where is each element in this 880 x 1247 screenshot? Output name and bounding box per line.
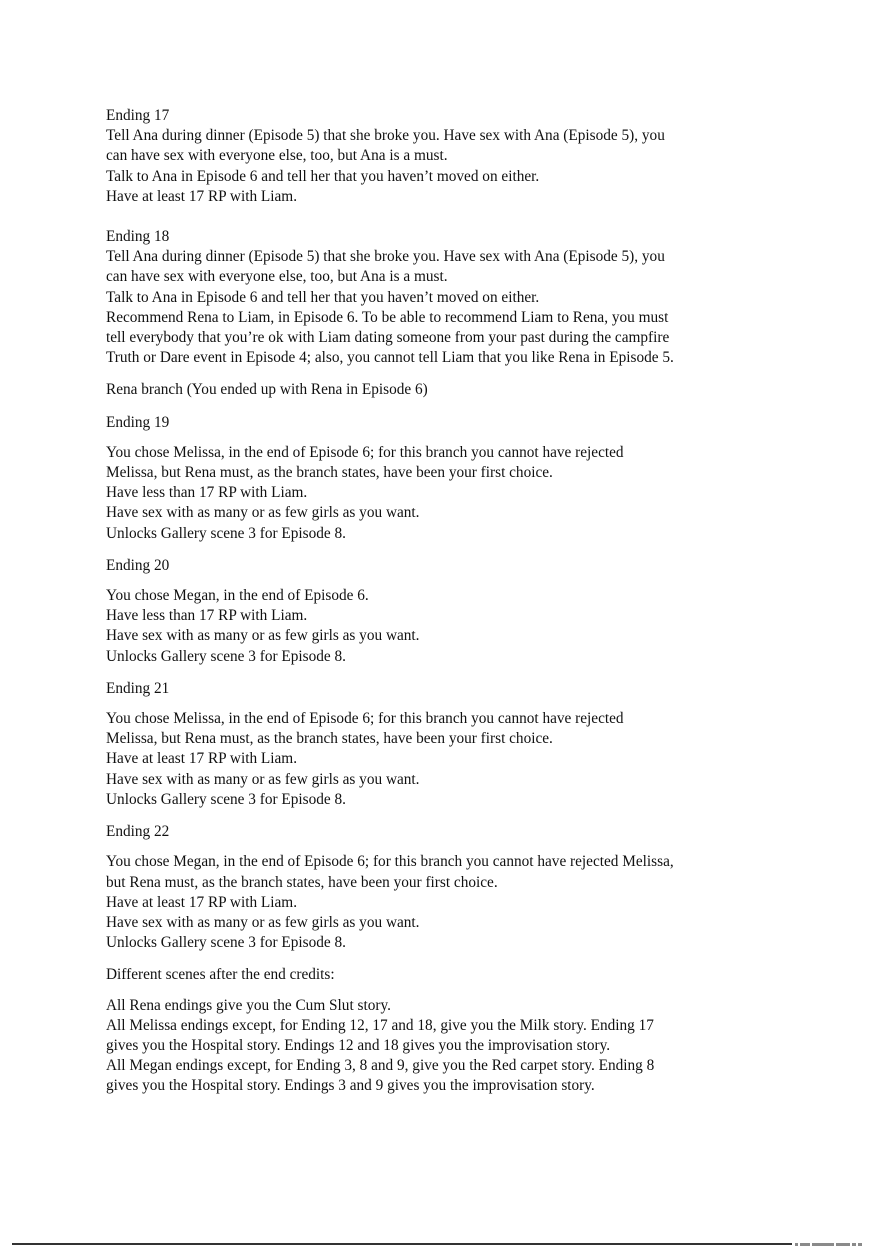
ending-line: but Rena must, as the branch states, have been your first choice. xyxy=(106,873,498,891)
ending-line: Have sex with as many or as few girls as you want. xyxy=(106,627,420,645)
ending-line: Have at least 17 RP with Liam. xyxy=(106,187,298,205)
ending-line: You chose Melissa, in the end of Episode 6; for this branch you cannot have rejected xyxy=(106,443,624,461)
ending-line: can have sex with everyone else, too, but Ana is a must. xyxy=(106,268,448,286)
ending-line: Talk to Ana in Episode 6 and tell her that you haven’t moved on either. xyxy=(106,167,540,185)
ending-line: Have less than 17 RP with Liam. xyxy=(106,607,308,625)
credits-section xyxy=(106,965,726,1096)
ending-20-section xyxy=(106,556,726,667)
ending-heading: Ending 22 xyxy=(106,823,170,841)
credits-heading: Different scenes after the end credits: xyxy=(106,966,335,984)
credits-line: gives you the Hospital story. Endings 3 and 9 gives you the improvisation story. xyxy=(106,1077,595,1095)
credits-line: gives you the Hospital story. Endings 12 and 18 gives you the improvisation story. xyxy=(106,1036,611,1054)
ending-line: Have at least 17 RP with Liam. xyxy=(106,893,298,911)
spacer xyxy=(106,842,726,852)
spacer xyxy=(106,401,726,413)
spacer xyxy=(106,810,726,822)
ending-heading: Ending 17 xyxy=(106,107,170,124)
ending-line: Have sex with as many or as few girls as you want. xyxy=(106,913,420,931)
ending-heading: Ending 19 xyxy=(106,413,170,431)
spacer xyxy=(106,368,726,380)
footer-mark xyxy=(836,1243,850,1246)
ending-line: Tell Ana during dinner (Episode 5) that she broke you. Have sex with Ana (Episode 5), you xyxy=(106,127,665,145)
footer-mark xyxy=(795,1243,798,1246)
footer-rule xyxy=(12,1243,792,1245)
ending-line: tell everybody that you’re ok with Liam dating someone from your past during the campfire xyxy=(106,329,670,347)
ending-line: You chose Megan, in the end of Episode 6; for this branch you cannot have rejected Melissa, xyxy=(106,853,674,871)
ending-heading: Ending 18 xyxy=(106,228,170,246)
ending-line: can have sex with everyone else, too, but Ana is a must. xyxy=(106,147,448,165)
ending-heading: Ending 21 xyxy=(106,679,170,697)
credits-line: All Rena endings give you the Cum Slut story. xyxy=(106,996,391,1014)
footer-mark xyxy=(812,1243,834,1246)
spacer xyxy=(106,699,726,709)
footer-mark xyxy=(852,1243,856,1246)
footer-mark xyxy=(858,1243,862,1246)
ending-22-section xyxy=(106,822,726,953)
ending-line: Unlocks Gallery scene 3 for Episode 8. xyxy=(106,934,347,952)
ending-line: Have sex with as many or as few girls as you want. xyxy=(106,770,420,788)
spacer xyxy=(106,576,726,586)
ending-line: Talk to Ana in Episode 6 and tell her that you haven’t moved on either. xyxy=(106,288,540,306)
footer-marks xyxy=(795,1240,877,1246)
ending-line: Truth or Dare event in Episode 4; also, you cannot tell Liam that you like Rena in Episode 5. xyxy=(106,349,674,367)
credits-line: All Melissa endings except, for Ending 12, 17 and 18, give you the Milk story. Ending 17 xyxy=(106,1016,654,1034)
ending-line: Unlocks Gallery scene 3 for Episode 8. xyxy=(106,647,347,665)
spacer xyxy=(106,207,726,227)
spacer xyxy=(106,986,726,996)
ending-line: Recommend Rena to Liam, in Episode 6. To be able to recommend Liam to Rena, you must xyxy=(106,308,669,326)
ending-line: Tell Ana during dinner (Episode 5) that she broke you. Have sex with Ana (Episode 5), you xyxy=(106,248,665,266)
ending-line: Have less than 17 RP with Liam. xyxy=(106,484,308,502)
footer-mark xyxy=(800,1243,810,1246)
ending-line: Melissa, but Rena must, as the branch states, have been your first choice. xyxy=(106,730,553,748)
spacer xyxy=(106,667,726,679)
ending-line: You chose Melissa, in the end of Episode 6; for this branch you cannot have rejected xyxy=(106,710,624,728)
ending-heading: Ending 20 xyxy=(106,556,170,574)
ending-line: You chose Megan, in the end of Episode 6. xyxy=(106,587,369,605)
branch-title: Rena branch (You ended up with Rena in Episode 6) xyxy=(106,381,428,399)
ending-line: Unlocks Gallery scene 3 for Episode 8. xyxy=(106,524,347,542)
spacer xyxy=(106,544,726,556)
ending-17-section xyxy=(106,106,726,207)
credits-line: All Megan endings except, for Ending 3, 8 and 9, give you the Red carpet story. Ending 8 xyxy=(106,1057,655,1075)
ending-line: Have at least 17 RP with Liam. xyxy=(106,750,298,768)
ending-19-section xyxy=(106,413,726,544)
ending-line: Have sex with as many or as few girls as you want. xyxy=(106,504,420,522)
ending-18-section xyxy=(106,227,726,368)
ending-line: Unlocks Gallery scene 3 for Episode 8. xyxy=(106,790,347,808)
page-content xyxy=(106,106,726,1097)
ending-21-section xyxy=(106,679,726,810)
spacer xyxy=(106,953,726,965)
ending-line: Melissa, but Rena must, as the branch states, have been your first choice. xyxy=(106,464,553,482)
spacer xyxy=(106,433,726,443)
